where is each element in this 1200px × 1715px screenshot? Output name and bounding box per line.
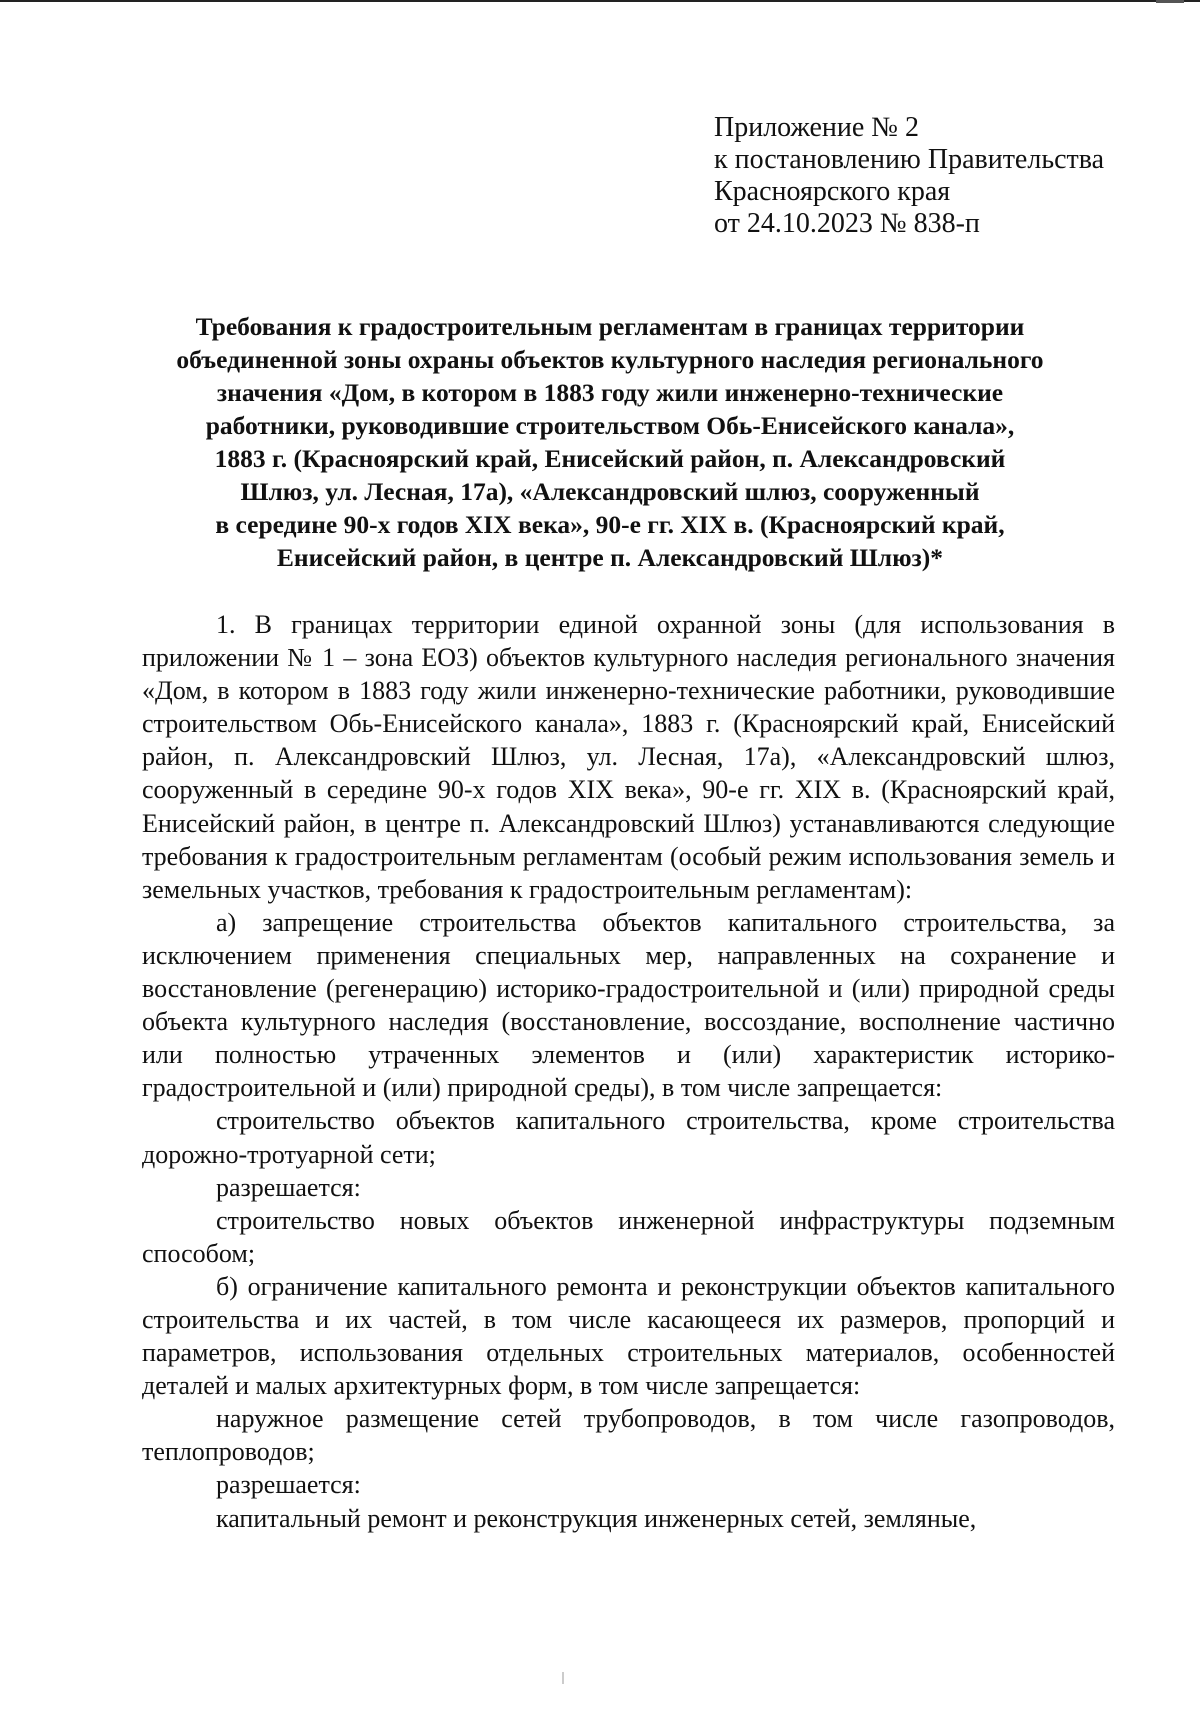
attachment-line-resolution: к постановлению Правительства [714,144,1105,175]
scan-artifact [562,1672,564,1684]
document-title [140,310,1080,574]
paragraph-prohibited-construction: строительство объектов капитального строительства, кроме строительства дорожно-тротуарной сети; [142,1106,1115,1169]
title-line: работники, руководившие строительством Обь-Енисейского канала», [205,411,1015,440]
title-line: Требования к градостроительным регламентам в границах территории [195,312,1025,341]
attachment-note [714,112,1154,240]
paragraph-allowed-infrastructure: строительство новых объектов инженерной инфраструктуры подземным способом; [142,1205,1115,1268]
paragraph-allowed-repair: капитальный ремонт и реконструкция инженерных сетей, земляные, [216,1503,977,1533]
paragraph-prohibited-pipelines: наружное размещение сетей трубопроводов, в том числе газопроводов, теплопроводов; [142,1404,1115,1467]
title-line: 1883 г. (Красноярский край, Енисейский район, п. Александровский [214,444,1006,473]
title-line: Енисейский район, в центре п. Александровский Шлюз)* [276,543,944,572]
paragraph-allowed-label: разрешается: [216,1172,361,1202]
paragraph-item-1: 1. В границах территории единой охранной зоны (для использования в приложении № 1 – зона ЕОЗ) объектов культурного наследия регионального значения «Дом, в котором в 1883 году жили инженерно-технические работники, руководившие строительством Обь-Енисейского канала», 1883 г. (Красноярский край, Енисейский район, п. Александровский Шлюз, ул. Лесная, 17а), «Александровский шлюз, сооруженный в середине 90-х годов XIX века», 90-е гг. XIX в. (Красноярский край, Енисейский район, в центре п. Александровский Шлюз) устанавливаются следующие требования к градостроительным регламентам (особый режим использования земель и земельных участков, требования к градостроительным регламентам): [142,610,1115,904]
title-line: значения «Дом, в котором в 1883 году жили инженерно-технические [216,378,1004,407]
title-line: Шлюз, ул. Лесная, 17а), «Александровский шлюз, сооруженный [240,477,980,506]
attachment-line-number: Приложение № 2 [714,112,919,143]
document-body [142,608,1115,1535]
attachment-line-date: от 24.10.2023 № 838-п [714,208,980,239]
scan-top-edge [0,0,1200,2]
paragraph-item-a: а) запрещение строительства объектов капитального строительства, за исключением применения специальных мер, направленных на сохранение и восстановление (регенерацию) историко-градостроительной и (или) природной среды объекта культурного наследия (восстановление, воссоздание, восполнение частично или полностью утраченных элементов и (или) характеристик историко-градостроительной и (или) природной среды), в том числе запрещается: [142,907,1115,1103]
scan-corner-mark [1156,0,1184,3]
attachment-line-region: Красноярского края [714,176,951,207]
title-line: в середине 90-х годов XIX века», 90-е гг. XIX в. (Красноярский край, [215,510,1005,539]
paragraph-allowed-label: разрешается: [216,1470,361,1500]
paragraph-item-b: б) ограничение капитального ремонта и реконструкции объектов капитального строительства и их частей, в том числе касающееся их размеров, пропорций и параметров, использования отдельных строительных материалов, особенностей деталей и малых архитектурных форм, в том числе запрещается: [142,1271,1115,1401]
title-line: объединенной зоны охраны объектов культурного наследия регионального [176,345,1044,374]
